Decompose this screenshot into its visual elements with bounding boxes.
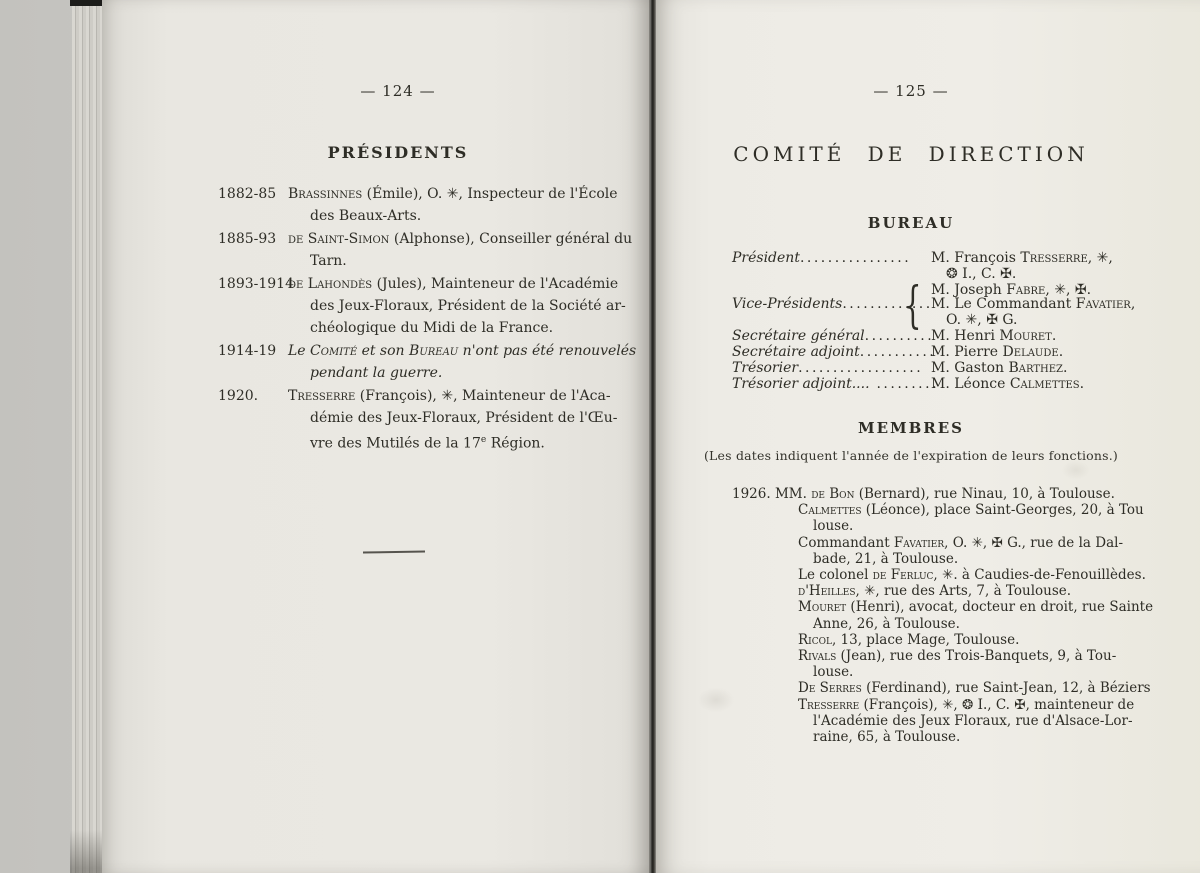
comite-direction-title: COMITÉ DE DIRECTION xyxy=(733,142,1089,166)
entry-text-line: des Jeux-Floraux, Président de la Société ar- xyxy=(310,298,626,315)
member-line: louse. xyxy=(813,518,854,535)
member-line: d'Heilles, ✳, rue des Arts, 7, à Toulouse. xyxy=(798,583,1072,600)
membres-list xyxy=(732,486,1152,745)
member-line: louse. xyxy=(813,664,854,681)
president-entry xyxy=(218,340,638,385)
bureau-role-label: Président xyxy=(732,250,800,266)
bureau-row-president xyxy=(732,250,911,266)
member-line: Tresserre (François), ✳, ❂ I., C. ✠, mainteneur de xyxy=(798,696,1135,713)
member-line: raine, 65, à Toulouse. xyxy=(813,729,961,746)
entry-date: 1920. xyxy=(218,387,259,404)
entry-date: 1893-1914 xyxy=(218,275,294,292)
bureau-role-label: Trésorier xyxy=(732,360,799,376)
dot-leader: ......... xyxy=(869,376,940,392)
entry-text-line: Le Comité et son Bureau n'ont pas été renouvelés xyxy=(288,342,637,359)
presidents-list xyxy=(218,183,638,456)
membres-note: (Les dates indiquent l'année de l'expiration de leurs fonctions.) xyxy=(703,448,1119,463)
bureau-value-line: ❂ I., C. ✠. xyxy=(946,266,1017,282)
section-divider-rule xyxy=(363,550,425,553)
dot-leader: ................ xyxy=(799,250,912,266)
entry-text-line: des Beaux-Arts. xyxy=(310,208,422,225)
bureau-row-vice-presidents xyxy=(732,296,933,312)
member-line: l'Académie des Jeux Floraux, rue d'Alsace-Lor- xyxy=(813,712,1133,729)
entry-text-line: vre des Mutilés de la 17e Région. xyxy=(310,435,545,453)
entry-text-line: pendant la guerre. xyxy=(310,365,443,382)
page-number-left: — 124 — xyxy=(360,82,436,100)
page-number-right: — 125 — xyxy=(873,82,949,100)
president-entry xyxy=(218,385,638,456)
bureau-value-line: M. Léonce Calmettes. xyxy=(931,376,1085,392)
bureau-heading: BUREAU xyxy=(867,214,955,232)
entry-text-line: chéologique du Midi de la France. xyxy=(310,320,554,337)
entry-text-line: Brassinnes (Émile), O. ✳, Inspecteur de l'École xyxy=(288,186,618,202)
bureau-value-line: O. ✳, ✠ G. xyxy=(946,312,1018,328)
member-line: Calmettes (Léonce), place Saint-Georges, 20, à Tou xyxy=(798,502,1144,519)
bureau-role-label: Secrétaire adjoint xyxy=(732,344,860,360)
president-entry xyxy=(218,273,638,340)
bureau-row-secretaire-general xyxy=(732,328,934,344)
book-page-edges xyxy=(72,0,102,873)
dot-leader: .......... xyxy=(864,328,935,344)
membres-heading: MEMBRES xyxy=(857,419,965,437)
dot-leader: .................. xyxy=(798,360,924,376)
entry-text-line: Tarn. xyxy=(310,253,347,270)
member-line: Le colonel de Ferluc, ✳. à Caudies-de-Fenouillèdes. xyxy=(798,567,1146,584)
book-edge-top-shadow xyxy=(70,0,104,6)
president-entry xyxy=(218,228,638,273)
book-edge-bottom-shadow xyxy=(70,830,104,873)
member-line: Commandant Favatier, O. ✳, ✠ G., rue de la Dal- xyxy=(798,534,1123,551)
page-124 xyxy=(102,0,650,873)
entry-date: 1885-93 xyxy=(218,230,277,247)
bureau-value-line: M. Joseph Fabre, ✳, ✠. xyxy=(931,282,1092,298)
bureau-value-line: M. Le Commandant Favatier, xyxy=(931,296,1136,312)
vice-presidents-brace: { xyxy=(904,276,922,334)
member-line: De Serres (Ferdinand), rue Saint-Jean, 12, à Béziers xyxy=(798,680,1151,697)
member-line: bade, 21, à Toulouse. xyxy=(813,550,959,567)
entry-text-line: Tresserre (François), ✳, Mainteneur de l'Aca- xyxy=(288,387,611,404)
entry-text-line: de Lahondès (Jules), Mainteneur de l'Académie xyxy=(288,275,619,292)
member-line: 1926. MM. de Bon (Bernard), rue Ninau, 10, à Toulouse. xyxy=(732,486,1115,502)
bureau-value-line: M. Pierre Delaude. xyxy=(931,344,1064,360)
bureau-role-label: Secrétaire général xyxy=(732,328,865,344)
bureau-value-line: M. Henri Mouret. xyxy=(931,328,1057,344)
entry-text-line: de Saint-Simon (Alphonse), Conseiller général du xyxy=(288,230,633,247)
member-line: Ricol, 13, place Mage, Toulouse. xyxy=(798,631,1020,648)
bureau-row-secretaire-adjoint xyxy=(732,344,936,360)
page-125 xyxy=(656,0,1200,873)
presidents-title: PRÉSIDENTS xyxy=(327,143,469,162)
dot-leader: ............. xyxy=(842,296,933,312)
entry-date: 1882-85 xyxy=(218,186,277,202)
bureau-value-line: M. François Tresserre, ✳, xyxy=(931,250,1113,266)
dot-leader: ........... xyxy=(859,344,937,360)
bureau-value-line: M. Gaston Barthez. xyxy=(931,360,1068,376)
entry-date: 1914-19 xyxy=(218,342,277,359)
member-line: Anne, 26, à Toulouse. xyxy=(813,615,960,632)
entry-text-line: démie des Jeux-Floraux, Président de l'Œu- xyxy=(310,410,618,427)
bureau-row-tresorier xyxy=(732,360,923,376)
president-entry xyxy=(218,183,638,228)
bureau-role-label: Vice-Présidents xyxy=(732,296,843,312)
member-line: Rivals (Jean), rue des Trois-Banquets, 9, à Tou- xyxy=(798,648,1117,665)
member-line: Mouret (Henri), avocat, docteur en droit, rue Sainte xyxy=(798,599,1154,616)
bureau-row-tresorier-adjoint xyxy=(732,376,939,392)
bureau-role-label: Trésorier adjoint.... xyxy=(732,376,870,392)
